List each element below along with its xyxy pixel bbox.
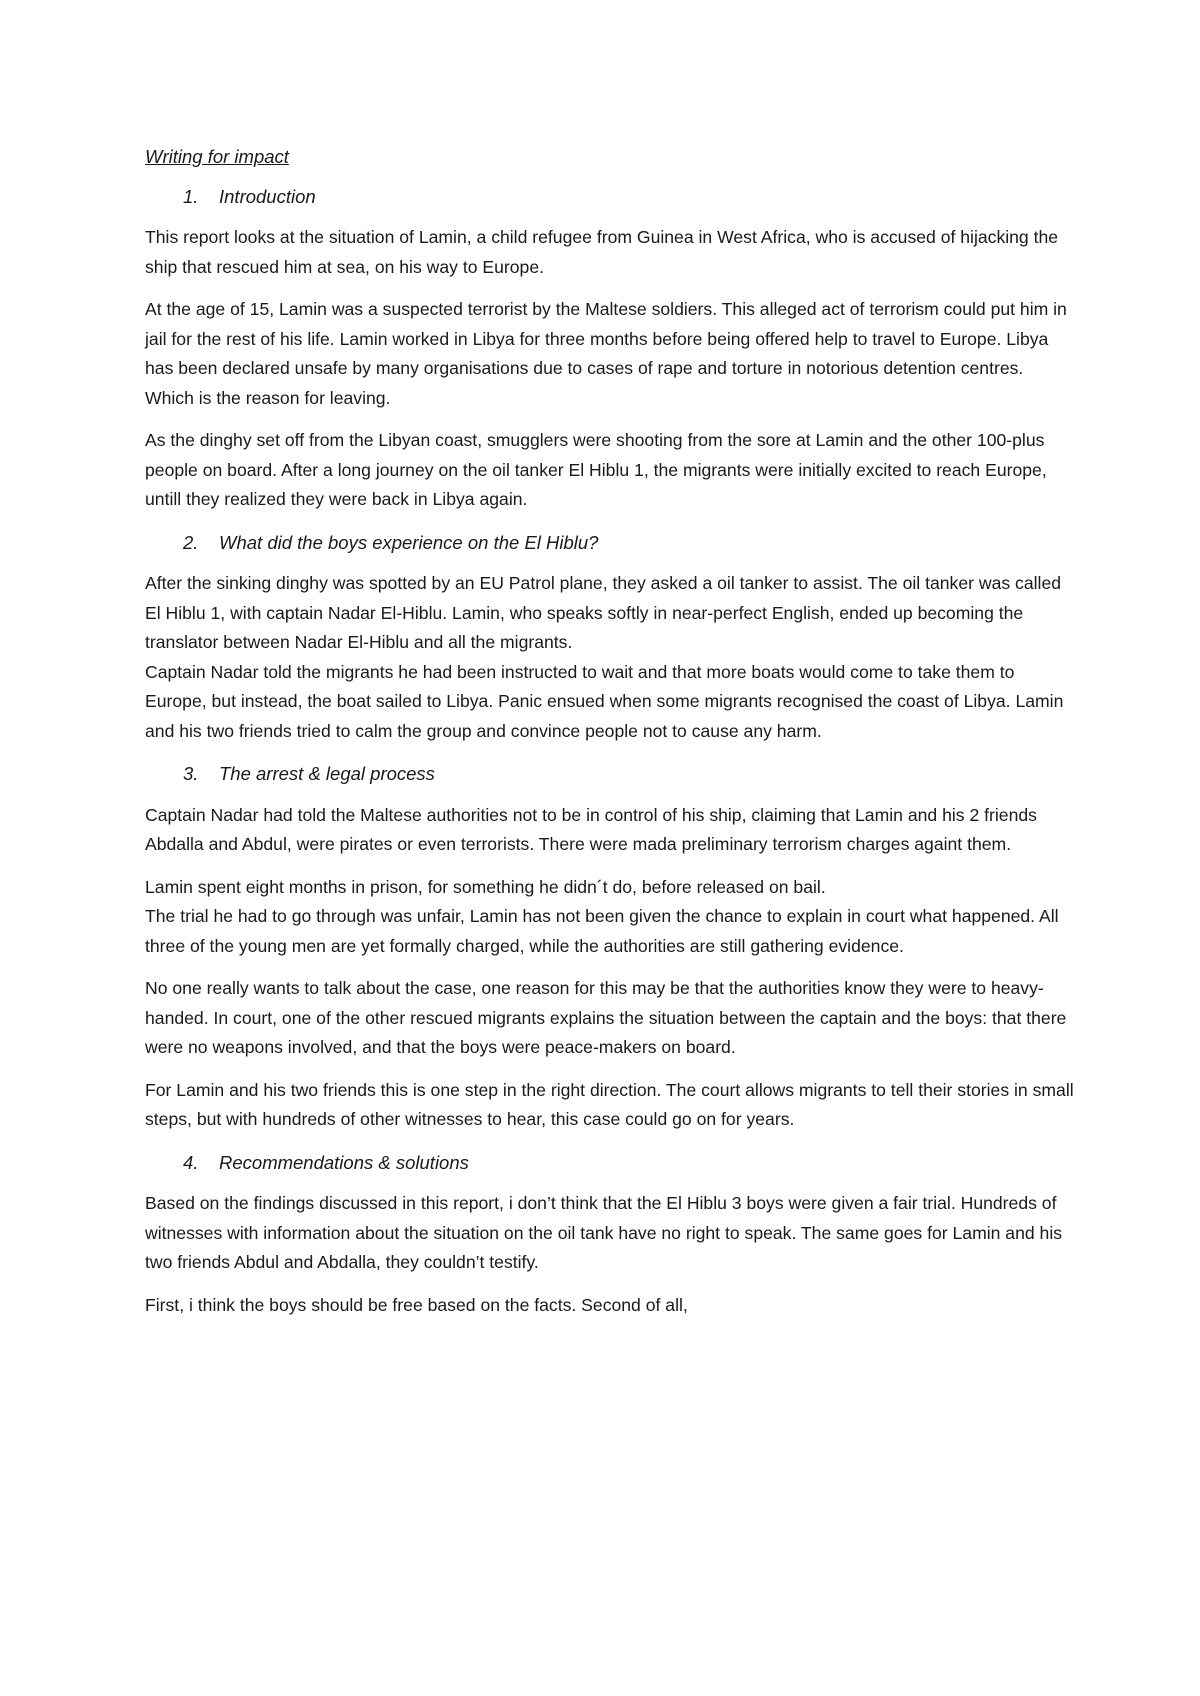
section-number: 4. <box>183 1151 199 1173</box>
section-title: Introduction <box>219 185 316 207</box>
paragraph: No one really wants to talk about the case, one reason for this may be that the authorities know they were to heavy-handed. In court, one of the other rescued migrants explains the situation between the captain and the boys: that there were no weapons involved, and that the boys were peace-makers on board. <box>145 978 1067 1057</box>
document-title: Writing for impact <box>145 146 289 167</box>
section-number: 2. <box>183 531 199 553</box>
section-heading-recommendations <box>145 1148 1075 1178</box>
paragraph-line: Captain Nadar told the migrants he had been instructed to wait and that more boats would come to take them to Europe, but instead, the boat sailed to Libya. Panic ensued when some migrants recognised the coast of Libya. Lamin and his two friends tried to calm the group and convince people not to cause any harm. <box>145 661 1064 741</box>
paragraph: This report looks at the situation of Lamin, a child refugee from Guinea in West Africa, who is accused of hijacking the ship that rescued him at sea, on his way to Europe. <box>145 227 1059 277</box>
paragraph: At the age of 15, Lamin was a suspected terrorist by the Maltese soldiers. This alleged act of terrorism could put him in jail for the rest of his life. Lamin worked in Libya for three months before being offered help to travel to Europe. Libya has been declared unsafe by many organisations due to cases of rape and torture in notorious detention centres. Which is the reason for leaving. <box>145 299 1067 408</box>
paragraph-line: After the sinking dinghy was spotted by an EU Patrol plane, they asked a oil tanker to assist. The oil tanker was called El Hiblu 1, with captain Nadar El-Hiblu. Lamin, who speaks softly in near-perfect English, ended up becoming the translator between Nadar El-Hiblu and all the migrants. <box>145 573 1062 652</box>
paragraph: First, i think the boys should be free based on the facts. Second of all, <box>145 1294 688 1315</box>
section-number: 1. <box>183 185 199 207</box>
section-number: 3. <box>183 763 199 784</box>
paragraph: As the dinghy set off from the Libyan coast, smugglers were shooting from the sore at Lamin and the other 100-plus people on board. After a long journey on the oil tanker El Hiblu 1, the migrants were initially excited to reach Europe, untill they realized they were back in Libya again. <box>145 430 1047 509</box>
paragraph: Based on the findings discussed in this report, i don’t think that the El Hiblu 3 boys were given a fair trial. Hundreds of witnesses with information about the situation on the oil tank have no right to speak. The same goes for Lamin and his two friends Abdul and Abdalla, they couldn’t testify. <box>145 1193 1063 1272</box>
paragraph: Captain Nadar had told the Maltese authorities not to be in control of his ship, claiming that Lamin and his 2 friends Abdalla and Abdul, were pirates or even terrorists. There were mada preliminary terrorism charges againt them. <box>145 804 1037 854</box>
paragraph <box>145 569 1075 746</box>
section-title: The arrest & legal process <box>219 763 435 784</box>
paragraph <box>145 873 1075 962</box>
section-heading-introduction <box>145 182 1075 212</box>
section-title: What did the boys experience on the El Hiblu? <box>219 531 599 553</box>
paragraph: For Lamin and his two friends this is one step in the right direction. The court allows migrants to tell their stories in small steps, but with hundreds of other witnesses to hear, this case could go on for years. <box>145 1079 1074 1129</box>
section-heading-arrest <box>145 759 1075 789</box>
paragraph-line: Lamin spent eight months in prison, for something he didn´t do, before released on bail. <box>145 876 826 897</box>
document-body <box>145 142 1075 1333</box>
section-title: Recommendations & solutions <box>219 1151 469 1173</box>
section-heading-experience <box>145 528 1075 558</box>
paragraph-line: The trial he had to go through was unfair, Lamin has not been given the chance to explain in court what happened. All three of the young men are yet formally charged, while the authorities are still gathering evidence. <box>145 906 1059 956</box>
